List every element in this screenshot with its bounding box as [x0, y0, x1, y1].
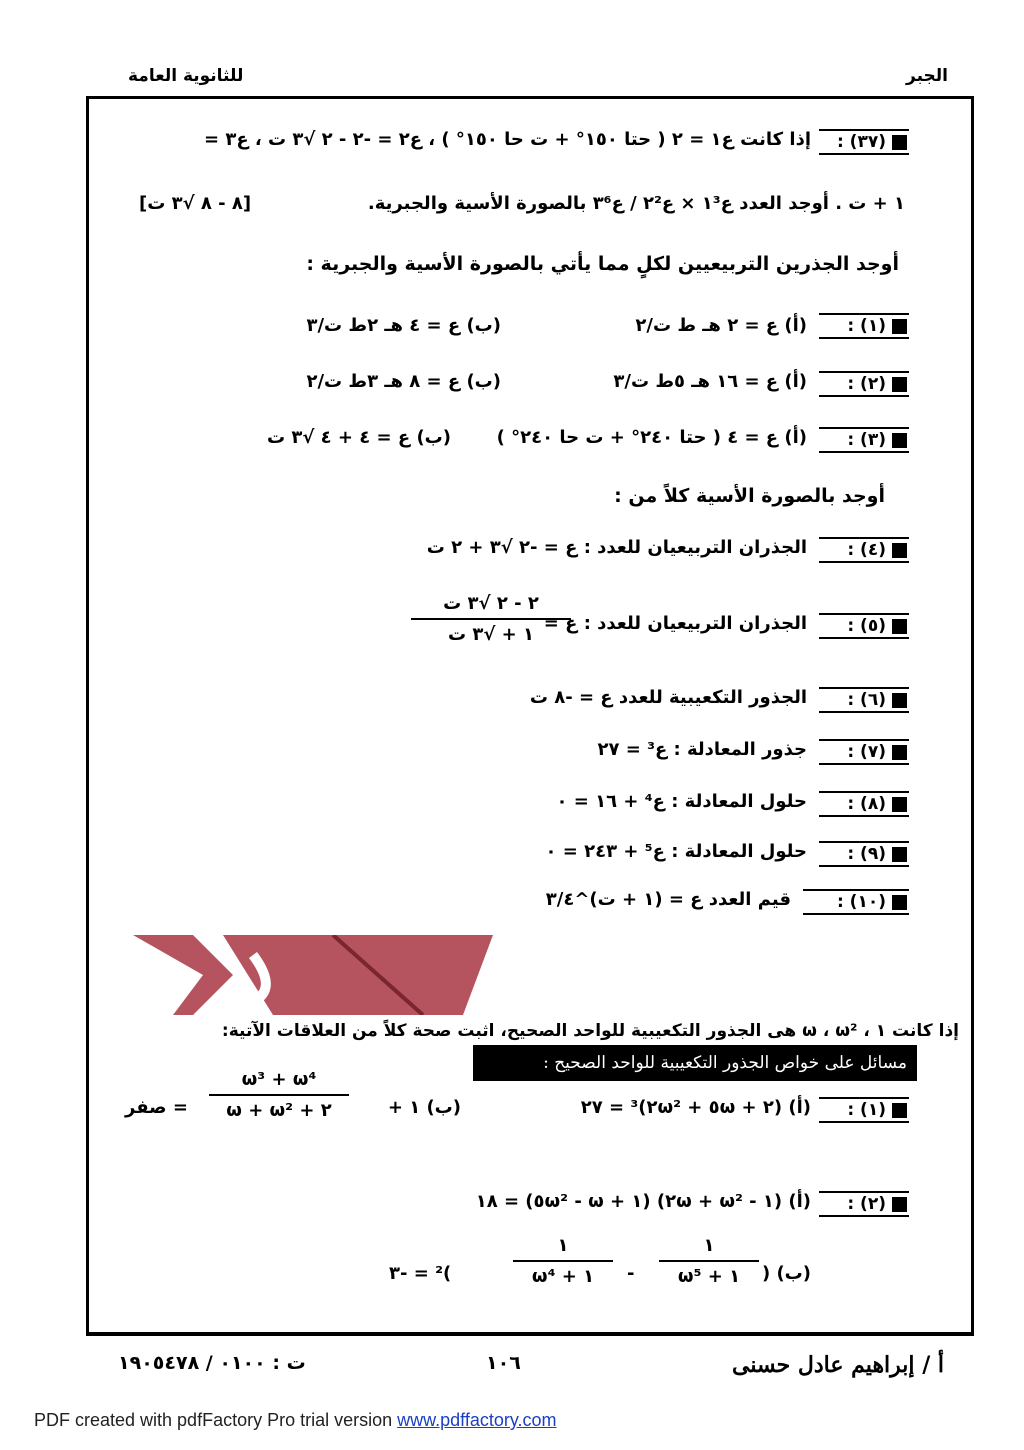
question-5-denominator: ١ + √٣ ت: [448, 624, 534, 645]
bullet-square-icon: [892, 797, 907, 812]
bullet-square-icon: [892, 1103, 907, 1118]
footer-author: أ / إبراهيم عادل حسنى: [732, 1352, 944, 1378]
question-37-line2: ١ + ت . أوجد العدد ع١³ × ع٢² / ع٣⁶ بالصورة الأسية والجبرية.: [367, 193, 905, 214]
question-5-number: (٥) :: [819, 613, 909, 639]
problem-2-fraction-2-numerator: ١: [557, 1235, 569, 1256]
fraction-bar: [513, 1260, 613, 1262]
problem-2-number: (٢) :: [819, 1191, 909, 1217]
bullet-square-icon: [892, 745, 907, 760]
question-10-text: قيم العدد ع = (١ + ت)^٣/٤: [545, 889, 791, 910]
problem-1-number: (١) :: [819, 1097, 909, 1123]
watermark-logo: [133, 935, 553, 1015]
bullet-square-icon: [892, 319, 907, 334]
problem-2-minus: -: [627, 1263, 635, 1284]
section-2-title: أوجد بالصورة الأسية كلاً من :: [614, 485, 885, 507]
problem-1-numerator: ω³ + ω⁴: [241, 1069, 317, 1090]
problem-1-part-b-suffix: = صفر: [125, 1097, 188, 1118]
problem-2-fraction-2-denominator: ١ + ω⁴: [531, 1266, 595, 1287]
bullet-square-icon: [892, 433, 907, 448]
fraction-bar: [209, 1094, 349, 1096]
footer-phone: ت : ٠١٠٠ / ١٩٠٥٤٧٨: [118, 1352, 306, 1374]
bullet-square-icon: [892, 1197, 907, 1212]
question-8-text: حلول المعادلة : ع⁴ + ١٦ = ٠: [556, 791, 807, 812]
question-6-number: (٦) :: [819, 687, 909, 713]
header-right-title: الجبر: [906, 66, 948, 86]
question-3-number: (٣) :: [819, 427, 909, 453]
question-1-part-b: (ب) ع = ٤ هـ ٢ط ت/٣: [306, 315, 501, 336]
problem-1-denominator: ٢ + ω + ω²: [226, 1100, 332, 1121]
problem-2-fraction-1: [659, 1235, 759, 1287]
pdf-creator-text: PDF created with pdfFactory Pro trial version: [34, 1410, 398, 1430]
header-left-title: للثانوية العامة: [128, 66, 244, 86]
question-8-number: (٨) :: [819, 791, 909, 817]
bullet-square-icon: [892, 619, 907, 634]
question-2-number: (٢) :: [819, 371, 909, 397]
bullet-square-icon: [892, 895, 907, 910]
problem-2-fraction-1-denominator: ١ + ω⁵: [677, 1266, 741, 1287]
bullet-square-icon: [892, 847, 907, 862]
problem-2-part-a: (أ) (١ - ٢ω + ω²) (١ + ω - ٥ω²) = ١٨: [475, 1191, 811, 1212]
question-9-number: (٩) :: [819, 841, 909, 867]
problem-2-fraction-2: [513, 1235, 613, 1287]
question-10-number: (١٠) :: [803, 889, 909, 915]
question-3-part-b: (ب) ع = ٤ + ٤ √٣ ت: [267, 427, 451, 448]
problem-1-fraction: [209, 1069, 349, 1121]
question-5-text: الجذران التربيعيان للعدد : ع =: [543, 613, 807, 634]
problem-2-fraction-1-numerator: ١: [703, 1235, 715, 1256]
question-1-part-a: (أ) ع = ٢ هـ ط ت/٢: [635, 315, 807, 336]
problem-2-part-b-suffix: )² = -٣: [389, 1263, 452, 1284]
bullet-square-icon: [892, 543, 907, 558]
question-3-part-a: (أ) ع = ٤ ( حتا ٢٤٠° + ت حا ٢٤٠° ): [496, 427, 807, 448]
intro-text: إذا كانت ١ ، ω ، ω² هى الجذور التكعيبية للواحد الصحيح، اثبت صحة كلاً من العلاقات الآتية:: [221, 1021, 959, 1041]
bullet-square-icon: [892, 135, 907, 150]
question-37-answer: [٨ - ٨ √٣ ت]: [139, 193, 252, 214]
question-7-text: جذور المعادلة : ع³ = ٢٧: [597, 739, 807, 760]
pdf-creator-note: [34, 1410, 557, 1431]
question-37-number: (٣٧) :: [819, 129, 909, 155]
question-2-part-a: (أ) ع = ١٦ هـ ٥ط ت/٣: [613, 371, 807, 392]
question-37-line1: إذا كانت ع١ = ٢ ( حتا ١٥٠° + ت حا ١٥٠° ) ، ع٢ = -٢ - ٢ √٣ ت ، ع٣ =: [203, 129, 811, 150]
fraction-bar: [659, 1260, 759, 1262]
question-6-text: الجذور التكعيبية للعدد ع = -٨ ت: [529, 687, 807, 708]
problem-1-part-b-prefix: (ب) ١ +: [387, 1097, 461, 1118]
question-9-text: حلول المعادلة : ع⁵ + ٢٤٣ = ٠: [545, 841, 807, 862]
question-5-fraction: [411, 593, 571, 645]
question-5-numerator: ٢ - ٢ √٣ ت: [443, 593, 539, 614]
fraction-bar: [411, 618, 571, 620]
question-7-number: (٧) :: [819, 739, 909, 765]
section-banner: مسائل على خواص الجذور التكعيبية للواحد الصحيح :: [473, 1045, 917, 1081]
page-frame: [86, 96, 974, 1336]
bullet-square-icon: [892, 377, 907, 392]
question-4-number: (٤) :: [819, 537, 909, 563]
problem-2-part-b-prefix: (ب) (: [761, 1263, 811, 1284]
question-4-text: الجذران التربيعيان للعدد : ع = -٢ √٣ + ٢ ت: [426, 537, 807, 558]
bullet-square-icon: [892, 693, 907, 708]
section-1-title: أوجد الجذرين التربيعيين لكلٍ مما يأتي بالصورة الأسية والجبرية :: [306, 253, 899, 275]
footer-page-number: ١٠٦: [486, 1352, 521, 1374]
pdffactory-link[interactable]: www.pdffactory.com: [397, 1410, 557, 1430]
question-1-number: (١) :: [819, 313, 909, 339]
problem-1-part-a: (أ) (٢ + ٥ω + ٢ω²)³ = ٢٧: [580, 1097, 811, 1118]
question-2-part-b: (ب) ع = ٨ هـ ٣ط ت/٢: [306, 371, 501, 392]
